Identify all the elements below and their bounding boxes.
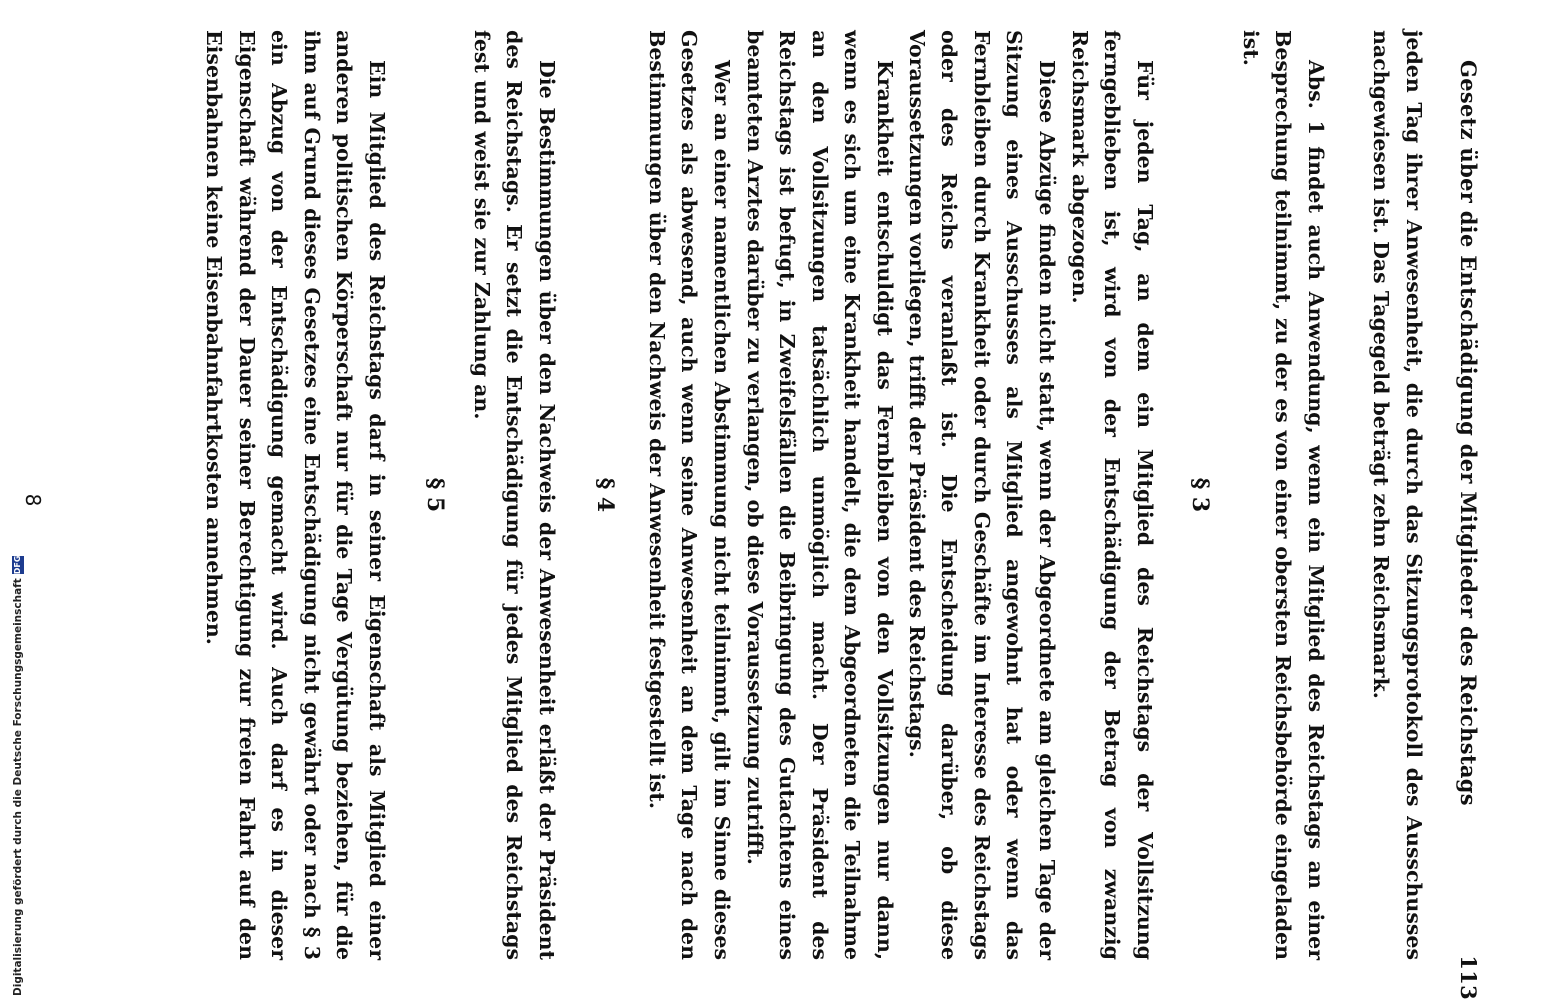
- paragraph-continued: jeden Tag ihrer Anwesenheit, die durch das Sitzungsprotokoll des Ausschusses nachgewiesen ist. Das Tagegeld beträgt zehn Reichsmark.: [1369, 30, 1426, 960]
- paragraph-abs-2: Abs. 1 findet auch Anwendung, wenn ein Mitglied des Reichstags an einer Besprechung teilnimmt, zu der es von einer obersten Reichsbehörde eingeladen ist.: [1239, 30, 1328, 960]
- section3-paragraph-1: Für jeden Tag, an dem ein Mitglied des Reichstags der Vollsitzung ferngeblieben ist, wird von der Entschädigung der Betrag von zwanzig Reichsmark abgezogen.: [1068, 30, 1157, 960]
- dfg-logo-icon: DFG: [13, 555, 22, 575]
- section3-paragraph-4: Wer an einer namentlichen Abstimmung nicht teilnimmt, gilt im Sinne dieses Gesetzes als abwesend, auch wenn seine Anwesenheit an dem Tage nach den Bestimmungen über den Nachweis der Anwesenheit festgestellt ist.: [645, 30, 734, 960]
- header-page-number: 113: [1456, 955, 1481, 1000]
- header-title: Gesetz über die Entschädigung der Mitglieder des Reichstags: [1456, 60, 1481, 806]
- running-header: [1451, 40, 1481, 1000]
- credit-text: Digitalisierung gefördert durch die Deutsche Forschungsgemeinschaft: [12, 578, 24, 996]
- section-heading-5: § 5: [422, 477, 448, 513]
- footer-page-number: 8: [21, 493, 45, 507]
- section4-paragraph-1: Die Bestimmungen über den Nachweis der Anwesenheit erläßt der Präsident des Reichstags. Er setzt die Entschädigung für jedes Mitglied des Reichstags fest und weist sie zur Zahlung an.: [470, 30, 559, 960]
- section-heading-4: § 4: [592, 477, 618, 513]
- digitization-credit: [10, 555, 26, 996]
- section-heading-3: § 3: [1187, 477, 1213, 513]
- section3-paragraph-2: Diese Abzüge finden nicht statt, wenn der Abgeordnete am gleichen Tage der Sitzung eines Ausschusses als Mitglied angewohnt hat oder wenn das Fernbleiben durch Krankheit oder durch Geschäfte im Interesse des Reichstags oder des Reichs veranlaßt ist. Die Entscheidung darüber, ob diese Voraussetzungen vorliegen, trifft der Präsident des Reichstags.: [905, 30, 1059, 960]
- section3-paragraph-3: Krankheit entschuldigt das Fernbleiben von den Vollsitzungen nur dann, wenn es sich um eine Krankheit handelt, die dem Abgeordneten die Teilnahme an den Vollsitzungen tatsächlich unmöglich macht. Der Präsident des Reichstags ist befugt, in Zweifelsfällen die Beibringung des Gutachtens eines beamteten Arztes darüber zu verlangen, ob diese Voraussetzung zutrifft.: [743, 30, 897, 960]
- section5-paragraph-1: Ein Mitglied des Reichstags darf in seiner Eigenschaft als Mitglied einer anderen politischen Körperschaft nur für die Tage Vergütung beziehen, für die ihm auf Grund dieses Gesetzes eine Entschädigung nicht gewährt oder nach § 3 ein Abzug von der Entschädigung gemacht wird. Auch darf es in dieser Eigenschaft während der Dauer seiner Berechtigung zur freien Fahrt auf den Eisenbahnen keine Eisenbahnfahrtkosten annehmen.: [202, 30, 389, 960]
